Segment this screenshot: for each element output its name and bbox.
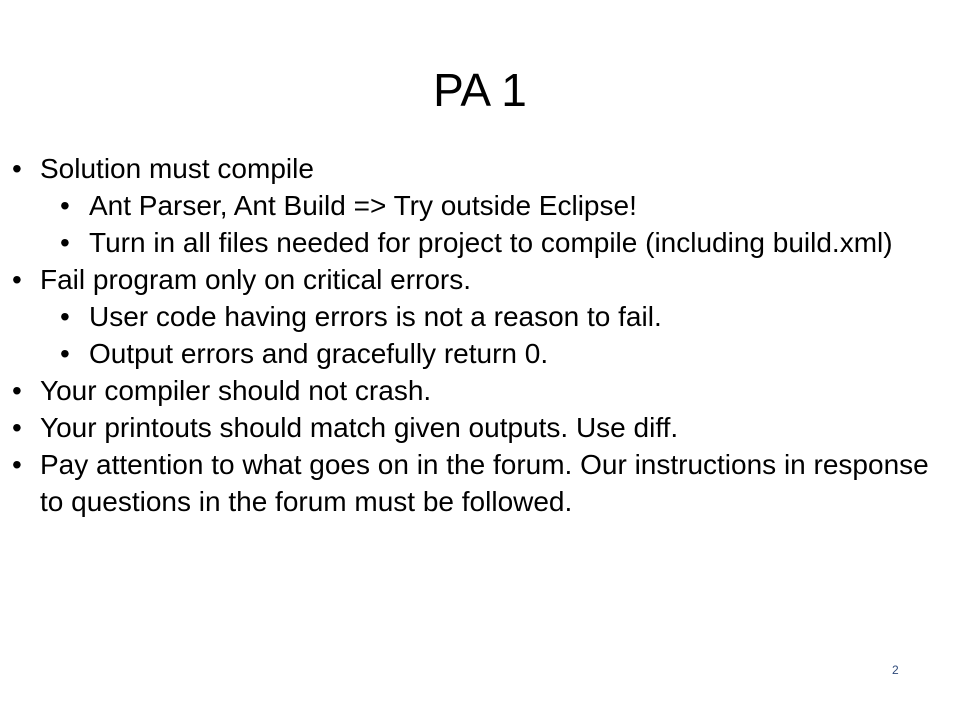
bullet-dot-icon: • — [12, 375, 22, 406]
bullet-list — [0, 150, 960, 520]
bullet-item — [0, 372, 960, 409]
bullet-dot-icon: • — [12, 264, 22, 295]
bullet-item — [0, 261, 960, 298]
page-number: 2 — [892, 663, 899, 677]
sub-bullet-item — [0, 187, 960, 224]
bullet-dot-icon: • — [12, 153, 22, 184]
sub-bullet-item — [0, 224, 960, 261]
bullet-item — [0, 446, 960, 520]
bullet-text: Output errors and gracefully return 0. — [89, 338, 549, 369]
bullet-text: Fail program only on critical errors. — [40, 264, 472, 295]
sub-bullet-item — [0, 298, 960, 335]
bullet-item — [0, 150, 960, 187]
bullet-dot-icon: • — [60, 227, 70, 258]
bullet-dot-icon: • — [60, 190, 70, 221]
bullet-text: Turn in all files needed for project to compile (including build.xml) — [89, 227, 893, 258]
bullet-text: Pay attention to what goes on in the forum. Our instructions in response to questions in the forum must be followed. — [40, 449, 929, 517]
bullet-dot-icon: • — [60, 301, 70, 332]
bullet-text: Solution must compile — [40, 153, 314, 184]
bullet-text: User code having errors is not a reason to fail. — [89, 301, 662, 332]
bullet-dot-icon: • — [12, 412, 22, 443]
sub-bullet-item — [0, 335, 960, 372]
slide-title: PA 1 — [433, 64, 527, 116]
bullet-text: Your compiler should not crash. — [40, 375, 432, 406]
bullet-dot-icon: • — [60, 338, 70, 369]
bullet-text: Ant Parser, Ant Build => Try outside Eclipse! — [89, 190, 637, 221]
bullet-item — [0, 409, 960, 446]
bullet-dot-icon: • — [12, 449, 22, 480]
bullet-text: Your printouts should match given outputs. Use diff. — [40, 412, 679, 443]
